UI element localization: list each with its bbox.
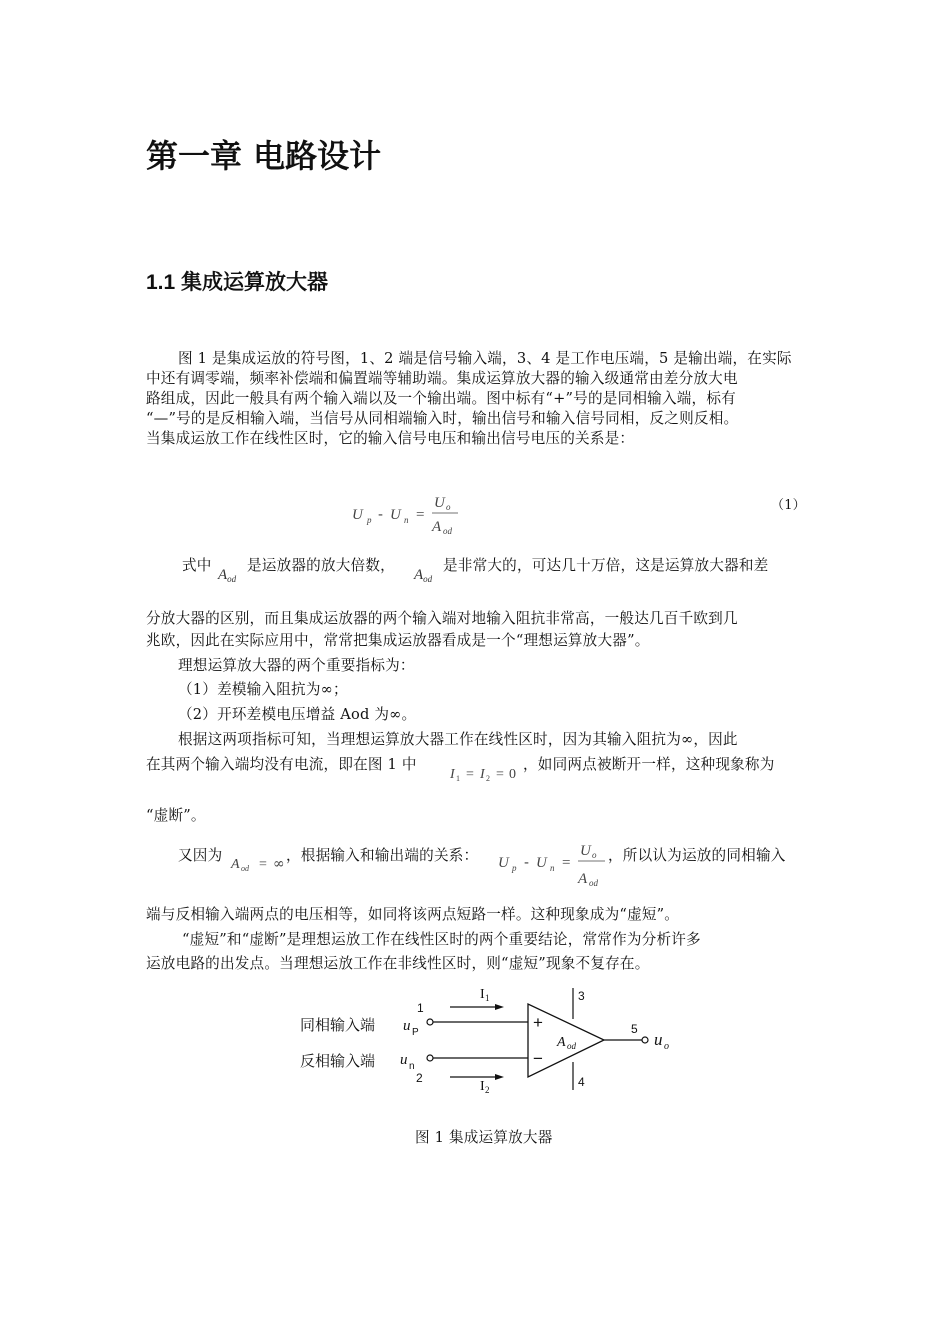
eq-sub-p: p <box>367 515 372 525</box>
para5-mid: ，根据输入和输出端的关系： <box>286 847 479 864</box>
eq-sub-o: o <box>592 850 597 860</box>
input-1-terminal <box>427 1019 433 1025</box>
eq-A: A <box>432 519 442 535</box>
eq-U: U <box>498 855 509 871</box>
A-letter: A <box>414 567 424 583</box>
I1-symbol: I <box>480 987 485 1002</box>
eq-U: U <box>434 495 445 511</box>
up-symbol: u <box>403 1018 411 1034</box>
eq-I: I <box>450 767 455 782</box>
op-amp-figure <box>290 978 690 1096</box>
para5-pre: 又因为 <box>178 847 223 864</box>
plus-sign: + <box>533 1013 543 1032</box>
output-terminal <box>642 1037 648 1043</box>
eq-sub-od: od <box>589 878 598 888</box>
un-subscript: n <box>409 1061 415 1072</box>
pin-1-label: 1 <box>417 1001 424 1015</box>
aod-subscript: od <box>567 1041 576 1051</box>
paragraph-line: 兆欧，因此在实际应用中，常常把集成运放器看成是一个“理想运算放大器”。 <box>146 632 650 649</box>
para2-mid: 是运放器的放大倍数， <box>247 557 395 574</box>
paragraph-3: 理想运算放大器的两个重要指标为： <box>178 657 415 674</box>
eq-U: U <box>580 843 591 859</box>
eq-U: U <box>536 855 547 871</box>
paragraph-line: “—”号的是反相输入端，当信号从同相端输入时，输出信号和输入信号同相，反之则反相。 <box>146 410 739 427</box>
paragraph-line: 当集成运放工作在线性区时，它的输入信号电压和输出信号电压的关系是： <box>146 430 635 447</box>
figure-caption: 图 1 集成运算放大器 <box>415 1129 553 1146</box>
eq-sub-n: n <box>550 863 555 873</box>
eq-equals: = <box>416 507 425 523</box>
paragraph-line: “虚断”。 <box>146 807 206 824</box>
Aod-infinity <box>228 848 290 878</box>
noninverting-input-label: 同相输入端 <box>300 1016 376 1034</box>
list-item-1: （1）差模输入阻抗为∞； <box>178 681 348 698</box>
paragraph-line: “虚短”和“虚断”是理想运放工作在线性区时的两个重要结论，常常作为分析许多 <box>182 931 701 948</box>
eq-equals: = <box>496 767 504 782</box>
od-subscript: od <box>227 574 237 584</box>
para2-post: 是非常大的，可达几十万倍，这是运算放大器和差 <box>443 557 769 574</box>
eq-equals: = <box>562 855 571 871</box>
paragraph-1 <box>146 349 792 449</box>
eq-minus: - <box>378 506 383 523</box>
current-equation <box>446 758 522 784</box>
eq-I: I <box>480 767 485 782</box>
un-symbol: u <box>400 1052 408 1068</box>
input-2-terminal <box>427 1055 433 1061</box>
pin-2-label: 2 <box>416 1071 423 1085</box>
pin-5-label: 5 <box>631 1022 638 1036</box>
eq-U: U <box>390 507 401 523</box>
eq-sub-o: o <box>446 502 451 512</box>
paragraph-line: ，如同两点被断开一样，这种现象称为 <box>523 756 775 773</box>
eq-sub-od: od <box>241 864 249 873</box>
eq-A: A <box>578 871 588 887</box>
I2-arrowhead <box>495 1074 504 1080</box>
equation-number: （1） <box>771 498 806 513</box>
paragraph-6 <box>146 930 701 974</box>
paragraph-line: 中还有调零端，频率补偿端和偏置端等辅助端。集成运算放大器的输入级通常由差分放大电 <box>146 370 738 387</box>
A-letter: A <box>218 567 228 583</box>
eq-sub-od: od <box>443 526 452 536</box>
para2-pre: 式中 <box>182 557 212 574</box>
pin-3-label: 3 <box>578 989 585 1003</box>
section-title: 1.1 集成运算放大器 <box>146 271 329 294</box>
eq-sub-2: 2 <box>486 774 490 783</box>
od-subscript: od <box>423 574 433 584</box>
Aod-symbol <box>414 567 432 584</box>
paragraph-line: 图 1 是集成运放的符号图，1、2 端是信号输入端，3、4 是工作电压端，5 是输出端，在实际 <box>178 350 792 367</box>
paragraph-line: 分放大器的区别，而且集成运放器的两个输入端对地输入阻抗非常高，一般达几百千欧到几 <box>146 610 738 627</box>
uo-subscript: o <box>664 1041 669 1052</box>
relation-equation <box>494 836 614 890</box>
uo-symbol: u <box>654 1030 663 1049</box>
aod-label: A <box>557 1035 566 1050</box>
up-subscript: P <box>412 1027 419 1038</box>
paragraph-line: 运放电路的出发点。当理想运放工作在非线性区时，则“虚短”现象不复存在。 <box>146 955 650 972</box>
chapter-title: 第一章 电路设计 <box>146 137 382 175</box>
eq-sub-1: 1 <box>456 774 460 783</box>
paragraph-line: 端与反相输入端两点的电压相等，如同将该两点短路一样。这种现象成为“虚短”。 <box>146 906 680 923</box>
eq-sub-p: p <box>512 863 517 873</box>
minus-sign: − <box>533 1049 543 1068</box>
paragraph-line: 路组成，因此一般具有两个输入端以及一个输出端。图中标有“+”号的是同相输入端，标有 <box>146 390 736 407</box>
eq-A: A <box>231 857 240 872</box>
I2-subscript: 2 <box>485 1085 490 1095</box>
list-item-2: （2）开环差模电压增益 Aod 为∞。 <box>178 706 417 723</box>
paragraph-line: 根据这两项指标可知，当理想运算放大器工作在线性区时，因为其输入阻抗为∞，因此 <box>178 731 738 748</box>
equation-1 <box>340 488 480 538</box>
Aod-symbol <box>218 567 236 584</box>
pin-4-label: 4 <box>578 1075 585 1089</box>
eq-infinity: ∞ <box>273 856 285 872</box>
I2-symbol: I <box>480 1079 485 1094</box>
eq-zero: 0 <box>509 767 516 782</box>
eq-U: U <box>352 507 363 523</box>
I1-arrowhead <box>495 1004 504 1010</box>
I1-subscript: 1 <box>485 993 490 1003</box>
para5-post: ，所以认为运放的同相输入 <box>608 847 786 864</box>
eq-sub-n: n <box>404 515 409 525</box>
inverting-input-label: 反相输入端 <box>300 1052 376 1070</box>
eq-equals: = <box>259 857 267 872</box>
eq-equals: = <box>466 767 474 782</box>
paragraph-line: 在其两个输入端均没有电流，即在图 1 中 <box>146 756 417 773</box>
eq-minus: - <box>524 854 529 871</box>
